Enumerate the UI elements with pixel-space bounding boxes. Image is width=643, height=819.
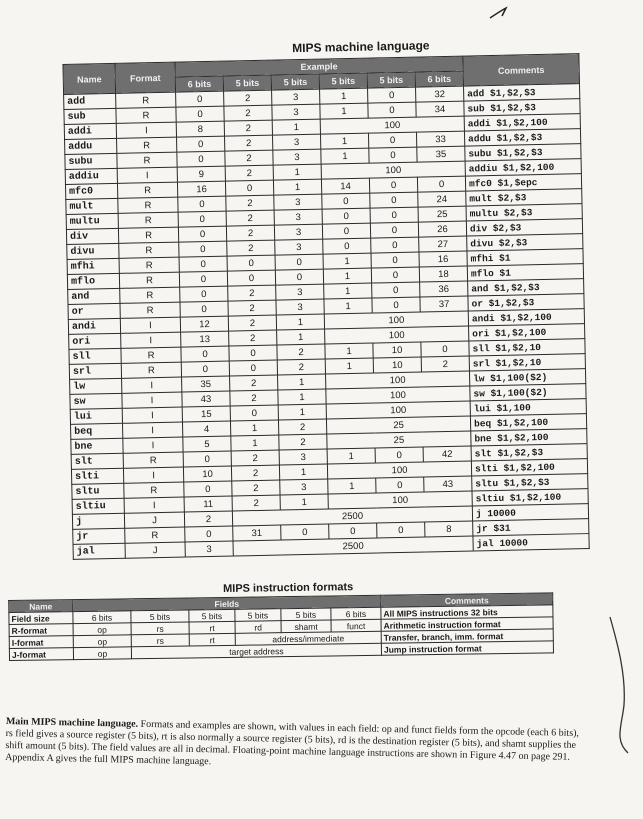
field-value: 2	[279, 434, 327, 450]
field-value: 25	[327, 431, 471, 449]
field-value: 3	[274, 194, 322, 210]
instruction-comment: addu $1,$2,$3	[464, 129, 580, 146]
header-name: Name	[63, 63, 116, 94]
format-field: 5 bits	[189, 609, 235, 622]
field-value: 100	[327, 461, 471, 479]
field-value: 1	[328, 478, 376, 494]
fmt-header-name: Name	[9, 600, 73, 613]
field-value: 0	[368, 132, 416, 148]
field-value: 9	[177, 166, 225, 182]
field-value: 0	[371, 237, 419, 253]
instruction-format: I	[120, 317, 180, 333]
instruction-formats-title: MIPS instruction formats	[222, 581, 354, 595]
instruction-format: I	[122, 422, 182, 438]
format-comment: Jump instruction format	[381, 641, 553, 655]
instruction-comment: add $1,$2,$3	[464, 84, 580, 101]
format-field: 5 bits	[131, 610, 189, 623]
field-value: 1	[327, 448, 375, 464]
field-value: 100	[326, 386, 470, 404]
field-value: 24	[418, 191, 466, 207]
field-value: 2	[224, 120, 272, 136]
field-value: 0	[229, 360, 277, 376]
field-value: 0	[421, 341, 469, 357]
margin-pen-stroke	[606, 615, 636, 755]
field-value: 1	[323, 253, 371, 269]
instruction-comment: mfc0 $1,$epc	[465, 174, 581, 191]
header-bits-1: 5 bits	[223, 75, 271, 91]
field-value: 100	[326, 371, 470, 389]
machine-language-section	[62, 30, 622, 558]
field-value: 12	[180, 316, 228, 332]
instruction-name: lw	[70, 378, 122, 394]
field-value: 2500	[232, 506, 472, 526]
field-value: 25	[418, 206, 466, 222]
field-value: 0	[417, 176, 465, 192]
field-value: 0	[370, 192, 418, 208]
field-value: 3	[276, 299, 324, 315]
pen-mark	[488, 4, 518, 24]
header-comments: Comments	[463, 54, 580, 86]
field-value: 1	[320, 103, 368, 119]
header-example: Example	[175, 56, 463, 77]
instruction-format: I	[123, 437, 183, 453]
field-value: 100	[324, 311, 468, 329]
field-value: 27	[419, 236, 467, 252]
field-value: 2	[224, 90, 272, 106]
field-value: 100	[325, 326, 469, 344]
instruction-format: R	[120, 302, 180, 318]
format-field: 5 bits	[235, 609, 281, 622]
field-value: 0	[176, 91, 224, 107]
instruction-comment: sltiu $1,$2,100	[472, 489, 588, 506]
field-value: 0	[227, 270, 275, 286]
field-value: 36	[420, 281, 468, 297]
field-value: 1	[278, 389, 326, 405]
field-value: 0	[371, 267, 419, 283]
field-value: 3	[276, 284, 324, 300]
instruction-format: R	[125, 527, 185, 543]
field-value: 2	[227, 240, 275, 256]
field-value: 37	[420, 296, 468, 312]
field-value: 0	[183, 451, 231, 467]
instruction-comment: andi $1,$2,100	[468, 309, 584, 326]
field-value: 11	[184, 496, 232, 512]
instruction-comment: mult $2,$3	[466, 189, 582, 206]
instruction-format: R	[117, 182, 177, 198]
field-value: 100	[326, 401, 470, 419]
instruction-format: I	[121, 332, 181, 348]
instruction-name: ori	[69, 333, 121, 349]
field-value: 0	[184, 481, 232, 497]
field-value: 2	[230, 375, 278, 391]
format-comment: Arithmetic instruction format	[381, 617, 553, 631]
instruction-comment: addiu $1,$2,100	[465, 159, 581, 176]
field-value: 0	[370, 207, 418, 223]
field-value: 42	[423, 446, 471, 462]
figure-caption	[5, 716, 584, 776]
field-value: 3	[272, 134, 320, 150]
instruction-name: mflo	[67, 273, 119, 289]
field-value: 0	[371, 252, 419, 268]
instruction-name: and	[68, 288, 120, 304]
instruction-comment: slti $1,$2,100	[471, 459, 587, 476]
field-value: 10	[183, 466, 231, 482]
field-value: 2	[226, 210, 274, 226]
field-value: 0	[281, 524, 329, 540]
field-value: 0	[377, 522, 425, 538]
field-value: 2	[224, 105, 272, 121]
field-value: 3	[274, 209, 322, 225]
field-value: 2	[229, 330, 277, 346]
field-value: 3	[274, 224, 322, 240]
field-value: 0	[372, 282, 420, 298]
field-value: 10	[373, 342, 421, 358]
field-value: 1	[278, 374, 326, 390]
field-value: 0	[178, 196, 226, 212]
instruction-name: div	[66, 228, 118, 244]
instruction-comment: addi $1,$2,100	[464, 114, 580, 131]
field-value: 0	[229, 345, 277, 361]
field-value: 0	[322, 208, 370, 224]
field-value: 2	[228, 315, 276, 331]
field-value: 8	[176, 121, 224, 137]
field-value: 14	[321, 178, 369, 194]
field-value: 43	[182, 391, 230, 407]
instruction-name: sltiu	[72, 498, 124, 514]
field-value: 2	[231, 450, 279, 466]
fmt-header-comments: Comments	[381, 593, 553, 607]
instruction-format: R	[121, 347, 181, 363]
instruction-comment: lui $1,100	[470, 399, 586, 416]
format-field: target address	[131, 643, 381, 658]
instruction-name: beq	[71, 423, 123, 439]
field-value: 0	[329, 523, 377, 539]
field-value: 100	[328, 491, 472, 509]
instruction-format: I	[124, 497, 184, 513]
instruction-name: addiu	[65, 168, 117, 184]
field-value: 25	[326, 416, 470, 434]
field-value: 2	[232, 495, 280, 511]
field-value: 3	[272, 89, 320, 105]
instruction-format: R	[120, 287, 180, 303]
instruction-name: jr	[73, 528, 125, 544]
field-value: 3	[279, 449, 327, 465]
instruction-comment: jal 10000	[473, 534, 589, 551]
field-value: 0	[369, 177, 417, 193]
instruction-format: R	[118, 212, 178, 228]
field-value: 10	[373, 357, 421, 373]
instruction-format: J	[124, 512, 184, 528]
instruction-name: jal	[73, 543, 125, 559]
field-value: 1	[231, 435, 279, 451]
instruction-name: srl	[69, 363, 121, 379]
field-value: 2	[277, 344, 325, 360]
instruction-comment: sltu $1,$2,$3	[472, 474, 588, 491]
instruction-comment: or $1,$2,$3	[468, 294, 584, 311]
field-value: 1	[324, 283, 372, 299]
field-value: 0	[177, 151, 225, 167]
field-value: 26	[418, 221, 466, 237]
format-name: J-format	[9, 648, 73, 661]
format-field: rs	[131, 622, 189, 635]
field-value: 34	[416, 101, 464, 117]
instruction-comment: div $2,$3	[466, 219, 582, 236]
field-value: 33	[416, 131, 464, 147]
instruction-format: R	[117, 137, 177, 153]
instruction-format: R	[119, 272, 179, 288]
field-value: 2	[184, 511, 232, 527]
format-field: 6 bits	[331, 607, 381, 620]
instruction-comment: slt $1,$2,$3	[471, 444, 587, 461]
instruction-comment: ori $1,$2,100	[469, 324, 585, 341]
instruction-name: add	[64, 93, 116, 109]
field-value: 43	[424, 476, 472, 492]
instruction-comment: j 10000	[472, 504, 588, 521]
field-value: 2	[225, 150, 273, 166]
instruction-name: sw	[70, 393, 122, 409]
instruction-comment: lw $1,100($2)	[469, 369, 585, 386]
instruction-format: I	[122, 377, 182, 393]
instruction-format: R	[123, 452, 183, 468]
instruction-format: I	[122, 392, 182, 408]
instruction-format: R	[116, 92, 176, 108]
field-value: 3	[280, 479, 328, 495]
field-value: 0	[180, 301, 228, 317]
instruction-comment: subu $1,$2,$3	[465, 144, 581, 161]
instruction-comment: mfhi $1	[467, 249, 583, 266]
header-bits-2: 5 bits	[271, 74, 319, 90]
instruction-format: R	[121, 362, 181, 378]
instruction-name: lui	[70, 408, 122, 424]
field-value: 2	[232, 480, 280, 496]
field-value: 2	[228, 285, 276, 301]
field-value: 3	[273, 149, 321, 165]
field-value: 1	[321, 148, 369, 164]
instruction-name: bne	[71, 438, 123, 454]
field-value: 100	[320, 116, 464, 134]
field-value: 16	[419, 251, 467, 267]
format-name: I-format	[9, 636, 73, 649]
header-bits-5: 6 bits	[415, 71, 463, 87]
instruction-name: mfhi	[67, 258, 119, 274]
field-value: 1	[230, 420, 278, 436]
instruction-format: I	[123, 467, 183, 483]
instruction-format: I	[117, 167, 177, 183]
field-value: 0	[375, 447, 423, 463]
format-field: rd	[235, 621, 281, 634]
instruction-comment: multu $2,$3	[466, 204, 582, 221]
field-value: 0	[370, 222, 418, 238]
field-value: 1	[320, 88, 368, 104]
field-value: 0	[368, 87, 416, 103]
field-value: 0	[185, 526, 233, 542]
instruction-format: R	[124, 482, 184, 498]
instruction-format: R	[116, 107, 176, 123]
field-value: 0	[376, 477, 424, 493]
instruction-name: subu	[65, 153, 117, 169]
field-value: 0	[181, 361, 229, 377]
field-value: 0	[225, 180, 273, 196]
format-comment: All MIPS instructions 32 bits	[381, 605, 553, 619]
instruction-comment: sw $1,100($2)	[470, 384, 586, 401]
caption-lead: Main MIPS machine language.	[5, 716, 139, 730]
fmt-header-fields: Fields	[73, 595, 381, 611]
instruction-comment: srl $1,$2,10	[469, 354, 585, 371]
field-value: 2	[421, 356, 469, 372]
field-value: 0	[179, 271, 227, 287]
field-value: 3	[275, 239, 323, 255]
header-bits-3: 5 bits	[319, 73, 367, 89]
field-value: 15	[182, 406, 230, 422]
instruction-name: divu	[67, 243, 119, 259]
field-value: 0	[178, 211, 226, 227]
field-value: 0	[322, 223, 370, 239]
field-value: 0	[322, 193, 370, 209]
instruction-name: addi	[64, 123, 116, 139]
field-value: 2	[225, 135, 273, 151]
format-field: rt	[189, 621, 235, 634]
field-value: 32	[416, 86, 464, 102]
field-value: 2	[277, 359, 325, 375]
field-value: 13	[181, 331, 229, 347]
field-value: 0	[176, 106, 224, 122]
field-value: 1	[323, 268, 371, 284]
field-value: 8	[425, 521, 473, 537]
instruction-comment: beq $1,$2,100	[470, 414, 586, 431]
field-value: 3	[185, 541, 233, 557]
field-value: 0	[180, 286, 228, 302]
instruction-format: J	[125, 542, 185, 558]
field-value: 1	[280, 494, 328, 510]
field-value: 4	[182, 421, 230, 437]
field-value: 2500	[233, 536, 473, 556]
format-field: op	[73, 635, 131, 648]
format-field: address/immediate	[235, 631, 381, 645]
field-value: 0	[372, 297, 420, 313]
field-value: 1	[272, 119, 320, 135]
machine-language-table	[62, 53, 589, 560]
field-value: 2	[228, 300, 276, 316]
instruction-format: R	[119, 242, 179, 258]
instruction-comment: and $1,$2,$3	[468, 279, 584, 296]
instruction-format: R	[119, 257, 179, 273]
format-field: funct	[331, 619, 381, 632]
field-value: 1	[279, 464, 327, 480]
instruction-formats-section	[8, 578, 569, 661]
instruction-name: sll	[69, 348, 121, 364]
header-bits-4: 5 bits	[367, 72, 415, 88]
instruction-format: R	[117, 152, 177, 168]
field-value: 0	[275, 254, 323, 270]
format-comment: Transfer, branch, imm. format	[381, 629, 553, 643]
field-value: 1	[277, 329, 325, 345]
field-value: 0	[368, 102, 416, 118]
field-value: 2	[226, 225, 274, 241]
format-field: 5 bits	[281, 608, 331, 621]
instruction-name: j	[72, 513, 124, 529]
format-field: op	[73, 623, 131, 636]
field-value: 35	[417, 146, 465, 162]
instruction-name: addu	[65, 138, 117, 154]
field-value: 0	[230, 405, 278, 421]
instruction-format: I	[122, 407, 182, 423]
field-value: 0	[179, 241, 227, 257]
field-value: 2	[278, 419, 326, 435]
field-value: 0	[177, 136, 225, 152]
caption-text: Formats and examples are shown, with values in each field: op and funct fields form the opcode (each 6 bits), rs field gives a source register (5 bits), rt is also normally a source register (5 bits), rd is the destination register (5 bits), and shamt supplies the shift amount (5 bits). The field values are all in decimal. Floating-point machine language instructions are shown in Figure 4.47 on page 291. Appendix A gives the full MIPS machine language.	[5, 718, 580, 768]
field-value: 31	[233, 525, 281, 541]
field-value: 1	[273, 164, 321, 180]
format-field: rs	[131, 634, 189, 647]
field-value: 5	[183, 436, 231, 452]
field-value: 2	[230, 390, 278, 406]
instruction-name: slt	[71, 453, 123, 469]
instruction-name: slti	[71, 468, 123, 484]
instruction-name: andi	[68, 318, 120, 334]
instruction-comment: bne $1,$2,100	[471, 429, 587, 446]
field-value: 1	[325, 358, 373, 374]
instruction-formats-table	[8, 592, 554, 661]
instruction-comment: divu $2,$3	[467, 234, 583, 251]
field-value: 0	[227, 255, 275, 271]
field-value: 1	[273, 179, 321, 195]
field-value: 2	[226, 195, 274, 211]
instruction-comment: mflo $1	[467, 264, 583, 281]
field-value: 18	[419, 266, 467, 282]
instruction-name: sltu	[72, 483, 124, 499]
format-name: R-format	[9, 624, 73, 637]
field-value: 0	[369, 147, 417, 163]
header-format: Format	[115, 62, 176, 93]
format-field: shamt	[281, 620, 331, 633]
field-value: 1	[276, 314, 324, 330]
field-value: 35	[182, 376, 230, 392]
instruction-name: mfc0	[65, 183, 117, 199]
format-field: rt	[189, 633, 235, 646]
instruction-name: multu	[66, 213, 118, 229]
field-value: 0	[323, 238, 371, 254]
instruction-name: mult	[66, 198, 118, 214]
machine-language-title: MIPS machine language	[292, 38, 430, 56]
instruction-name: or	[68, 303, 120, 319]
field-value: 1	[325, 343, 373, 359]
instruction-comment: jr $31	[473, 519, 589, 536]
field-value: 100	[321, 161, 465, 179]
format-field: op	[73, 647, 131, 660]
field-value: 0	[179, 256, 227, 272]
format-field: 6 bits	[73, 611, 131, 624]
format-name: Field size	[9, 612, 73, 625]
header-bits-0: 6 bits	[175, 76, 223, 92]
instruction-format: R	[118, 197, 178, 213]
field-value: 0	[181, 346, 229, 362]
field-value: 1	[320, 133, 368, 149]
instruction-name: sub	[64, 108, 116, 124]
field-value: 2	[231, 465, 279, 481]
field-value: 0	[275, 269, 323, 285]
instruction-comment: sub $1,$2,$3	[464, 99, 580, 116]
field-value: 1	[324, 298, 372, 314]
field-value: 0	[178, 226, 226, 242]
instruction-comment: sll $1,$2,10	[469, 339, 585, 356]
instruction-format: I	[116, 122, 176, 138]
field-value: 1	[278, 404, 326, 420]
field-value: 2	[225, 165, 273, 181]
instruction-format: R	[118, 227, 178, 243]
field-value: 16	[177, 181, 225, 197]
field-value: 3	[272, 104, 320, 120]
